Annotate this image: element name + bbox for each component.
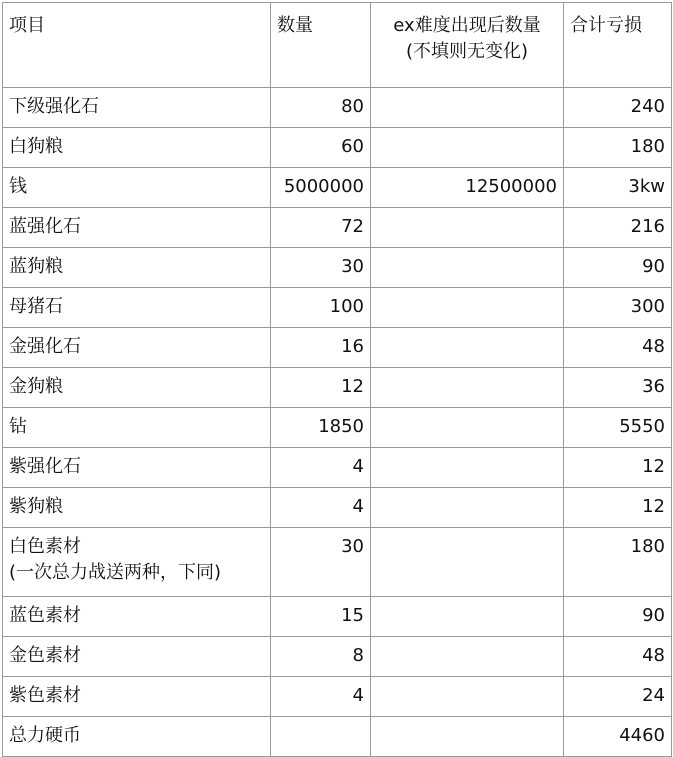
table-row	[3, 368, 672, 408]
cell-name: 金强化石	[3, 328, 271, 368]
cell-name: 金色素材	[3, 637, 271, 677]
cell-name: 总力硬币	[3, 717, 271, 757]
cell-qty: 12	[271, 368, 371, 408]
cell-ex	[371, 208, 564, 248]
table-row	[3, 488, 672, 528]
cell-name: 下级强化石	[3, 88, 271, 128]
cell-name: 紫狗粮	[3, 488, 271, 528]
cell-qty: 16	[271, 328, 371, 368]
cell-ex: 12500000	[371, 168, 564, 208]
table-row	[3, 717, 672, 757]
cell-qty: 8	[271, 637, 371, 677]
table-row	[3, 328, 672, 368]
cell-name: 钱	[3, 168, 271, 208]
cell-name	[3, 528, 271, 597]
table-row	[3, 637, 672, 677]
cell-ex	[371, 368, 564, 408]
cell-qty: 72	[271, 208, 371, 248]
cell-loss: 3kw	[564, 168, 672, 208]
table-row	[3, 168, 672, 208]
cell-ex	[371, 488, 564, 528]
cell-loss: 4460	[564, 717, 672, 757]
cell-ex	[371, 597, 564, 637]
cell-name: 白狗粮	[3, 128, 271, 168]
cell-name-line1: 白色素材	[9, 536, 81, 557]
header-ex-line1: ex难度出现后数量	[393, 15, 541, 36]
cell-ex	[371, 677, 564, 717]
loss-table	[2, 2, 672, 757]
cell-name: 金狗粮	[3, 368, 271, 408]
table-row	[3, 408, 672, 448]
cell-qty: 30	[271, 248, 371, 288]
cell-qty: 80	[271, 88, 371, 128]
header-qty: 数量	[271, 3, 371, 88]
cell-loss: 216	[564, 208, 672, 248]
cell-qty: 4	[271, 448, 371, 488]
cell-qty: 100	[271, 288, 371, 328]
cell-loss: 12	[564, 488, 672, 528]
table-row	[3, 528, 672, 597]
header-row	[3, 3, 672, 88]
cell-ex	[371, 288, 564, 328]
table-row	[3, 288, 672, 328]
cell-loss: 180	[564, 128, 672, 168]
cell-name: 蓝色素材	[3, 597, 271, 637]
cell-ex	[371, 128, 564, 168]
header-ex-line2: (不填则无变化)	[405, 41, 529, 62]
header-item: 项目	[3, 3, 271, 88]
cell-loss: 300	[564, 288, 672, 328]
cell-ex	[371, 88, 564, 128]
cell-loss: 240	[564, 88, 672, 128]
cell-qty: 4	[271, 677, 371, 717]
cell-loss: 5550	[564, 408, 672, 448]
table-row	[3, 208, 672, 248]
table-row	[3, 88, 672, 128]
cell-name: 紫色素材	[3, 677, 271, 717]
table-row	[3, 677, 672, 717]
table-row	[3, 597, 672, 637]
cell-loss: 36	[564, 368, 672, 408]
cell-loss: 24	[564, 677, 672, 717]
cell-name: 钻	[3, 408, 271, 448]
cell-loss: 48	[564, 328, 672, 368]
table-row	[3, 248, 672, 288]
cell-ex	[371, 248, 564, 288]
cell-loss: 90	[564, 248, 672, 288]
cell-ex	[371, 528, 564, 597]
header-loss: 合计亏损	[564, 3, 672, 88]
cell-qty: 1850	[271, 408, 371, 448]
header-ex	[371, 3, 564, 88]
cell-qty: 5000000	[271, 168, 371, 208]
cell-loss: 90	[564, 597, 672, 637]
cell-ex	[371, 448, 564, 488]
cell-loss: 12	[564, 448, 672, 488]
cell-qty: 60	[271, 128, 371, 168]
cell-ex	[371, 328, 564, 368]
cell-qty: 15	[271, 597, 371, 637]
cell-ex	[371, 717, 564, 757]
cell-name: 紫强化石	[3, 448, 271, 488]
cell-loss: 48	[564, 637, 672, 677]
cell-name: 蓝强化石	[3, 208, 271, 248]
cell-name: 蓝狗粮	[3, 248, 271, 288]
cell-name: 母猪石	[3, 288, 271, 328]
cell-qty	[271, 717, 371, 757]
cell-loss: 180	[564, 528, 672, 597]
cell-ex	[371, 637, 564, 677]
cell-qty: 30	[271, 528, 371, 597]
table-row	[3, 448, 672, 488]
cell-ex	[371, 408, 564, 448]
cell-name-line2: (一次总力战送两种，下同)	[9, 562, 222, 583]
table-row	[3, 128, 672, 168]
cell-qty: 4	[271, 488, 371, 528]
